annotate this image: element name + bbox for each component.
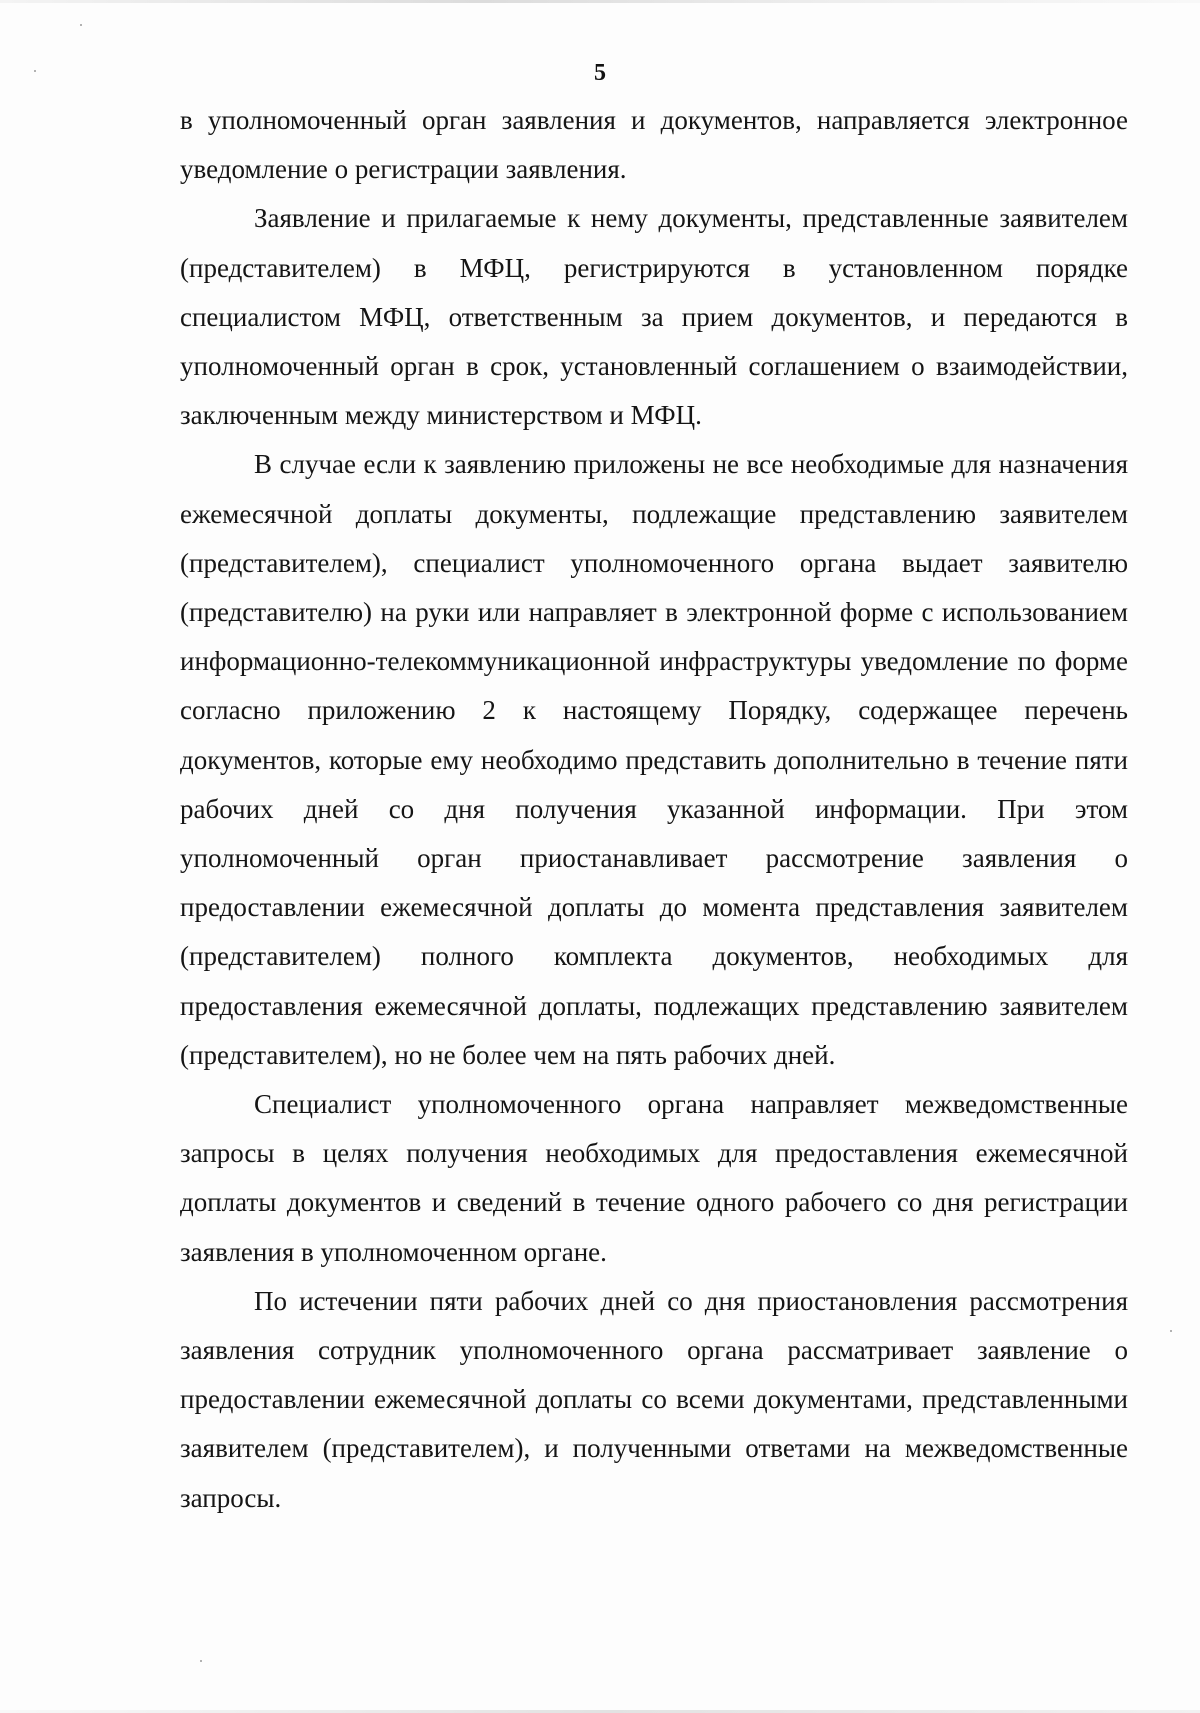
paragraph-continued: в уполномоченный орган заявления и документов, направляется электронное уведомление о регистрации заявления. bbox=[180, 105, 1128, 185]
document-body bbox=[180, 96, 1128, 1523]
scan-edge-top bbox=[0, 0, 1200, 3]
paragraph: Заявление и прилагаемые к нему документы, представленные заявителем (представителем) в МФЦ, регистрируются в установленном порядке специалистом МФЦ, ответственным за прием документов, и передаются в уполномоченный орган в срок, установленный соглашением о взаимодействии, заключенным между министерством и МФЦ. bbox=[180, 203, 1128, 431]
scan-speck bbox=[1170, 1330, 1172, 1332]
scan-speck bbox=[80, 24, 82, 26]
page-number: 5 bbox=[594, 60, 606, 86]
paragraph: Специалист уполномоченного органа направляет межведомственные запросы в целях получения необходимых для предоставления ежемесячной доплаты документов и сведений в течение одного рабочего со дня регистрации заявления в уполномоченном органе. bbox=[180, 1089, 1128, 1267]
scan-speck bbox=[200, 1660, 202, 1662]
paragraph: По истечении пяти рабочих дней со дня приостановления рассмотрения заявления сотрудник уполномоченного органа рассматривает заявление о предоставлении ежемесячной доплаты со всеми документами, представленными заявителем (представителем), и полученными ответами на межведомственные запросы. bbox=[180, 1285, 1128, 1513]
scan-speck bbox=[34, 70, 36, 72]
paragraph: В случае если к заявлению приложены не все необходимые для назначения ежемесячной доплаты документы, подлежащие представлению заявителем (представителем), специалист уполномоченного органа выдает заявителю (представителю) на руки или направляет в электронной форме с использованием информационно-телекоммуникационной инфраструктуры уведомление по форме согласно приложению 2 к настоящему Порядку, содержащее перечень документов, которые ему необходимо представить дополнительно в течение пяти рабочих дней со дня получения указанной информации. При этом уполномоченный орган приостанавливает рассмотрение заявления о предоставлении ежемесячной доплаты до момента представления заявителем (представителем) полного комплекта документов, необходимых для предоставления ежемесячной доплаты, подлежащих представлению заявителем (представителем), но не более чем на пять рабочих дней. bbox=[180, 449, 1128, 1070]
